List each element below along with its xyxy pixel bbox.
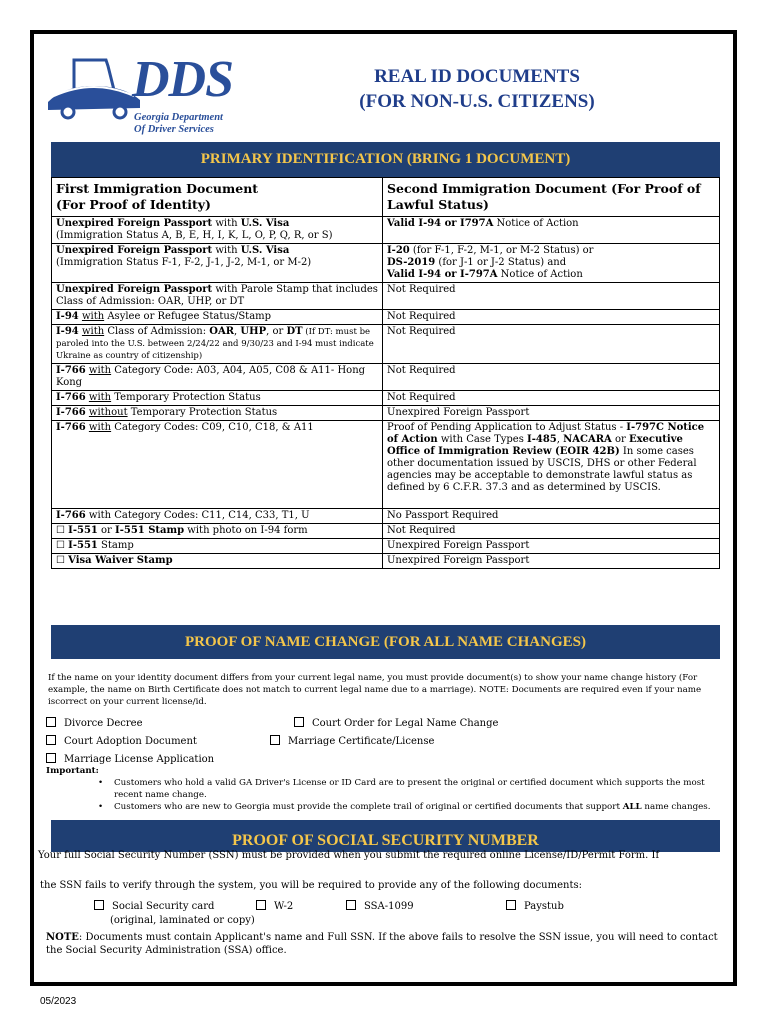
cell-text-bold: I-766 [56, 422, 86, 433]
table-row [52, 539, 720, 554]
cell-text: Stamp [97, 540, 134, 551]
page-title-line1: REAL ID DOCUMENTS [374, 66, 580, 87]
bullet-text-bold: ALL [622, 802, 642, 812]
cell-second-document: Not Required [383, 310, 720, 325]
cell-text: with Category Codes: C11, C14, C33, T1, U [85, 510, 310, 521]
ssn-option-note: (original, laminated or copy) [110, 915, 255, 926]
table-row [52, 509, 720, 524]
bullet-text: Customers who are new to Georgia must provide the complete trail of original or certified documents that support [114, 802, 623, 812]
cell-text-bold: I-766 [56, 510, 86, 521]
cell-first-document [52, 364, 383, 391]
logo-subtitle-line1: Georgia Department [134, 112, 223, 123]
checkbox-icon [506, 900, 516, 910]
cell-text-bold: NACARA [563, 434, 612, 445]
option-label: Court Order for Legal Name Change [312, 718, 499, 729]
option-marriage-certificate [270, 735, 434, 747]
option-marriage-license [46, 753, 214, 765]
cell-text-small: (If DT: must be paroled into the U.S. between 2/24/22 and 9/30/23 and I-94 must indicate Ukraine as country of citizenship) [56, 327, 374, 361]
cell-text-bold: I-94 [56, 311, 79, 322]
note-label: NOTE [46, 932, 79, 943]
logo-text: DDS [132, 51, 234, 108]
cell-text-bold: Unexpired Foreign Passport [56, 245, 213, 256]
ssn-option-social-security-card [94, 900, 214, 912]
ssn-line-1: Your full Social Security Number (SSN) must be provided when you submit the required online License/ID/Permit Form. If [38, 850, 660, 861]
cell-text: Notice of Action [497, 269, 583, 280]
option-label: W-2 [274, 901, 294, 912]
checkbox-icon [294, 717, 304, 727]
cell-first-document [52, 310, 383, 325]
cell-text: Temporary Protection Status [111, 392, 261, 403]
table-row [52, 310, 720, 325]
cell-text-bold: I-797C Notice of Action [387, 422, 705, 445]
cell-text-bold: I-485 [527, 434, 557, 445]
important-label: Important: [46, 766, 99, 776]
table-row [52, 524, 720, 539]
option-label: Court Adoption Document [64, 736, 197, 747]
bullet-text: name changes. [641, 802, 711, 812]
cell-second-document: Not Required [383, 364, 720, 391]
cell-text: (Immigration Status A, B, E, H, I, K, L, O, P, Q, R, or S) [56, 230, 333, 241]
cell-first-document [52, 524, 383, 539]
cell-first-document [52, 509, 383, 524]
cell-text-bold: Valid I-94 or I797A [387, 218, 494, 229]
page-title-line2: (FOR NON-U.S. CITIZENS) [359, 91, 595, 112]
important-bullet-1: • Customers who hold a valid GA Driver's License or ID Card are to present the original or certified document which supports the most recent name change. [114, 777, 724, 801]
checkbox-icon: ☐ [56, 540, 69, 551]
header-second-document: Second Immigration Document (For Proof of Lawful Status) [383, 178, 720, 217]
table-header-row [52, 178, 720, 217]
cell-text: (Immigration Status F-1, F-2, J-1, J-2, M-1, or M-2) [56, 257, 312, 268]
cell-text: , or [266, 326, 287, 337]
cell-second-document: No Passport Required [383, 509, 720, 524]
table-row [52, 421, 720, 509]
cell-second-document [383, 244, 720, 283]
header-first-document [52, 178, 383, 217]
cell-text: , [234, 326, 241, 337]
cell-text-bold: I-766 [56, 392, 86, 403]
cell-text-bold: DS-2019 [387, 257, 436, 268]
cell-text-bold: Unexpired Foreign Passport [56, 284, 213, 295]
cell-second-document [383, 421, 720, 509]
cell-text-bold: I-94 [56, 326, 79, 337]
cell-second-document: Not Required [383, 325, 720, 364]
cell-text-bold: I-551 [68, 540, 98, 551]
cell-first-document [52, 539, 383, 554]
cell-text: Asylee or Refugee Status/Stamp [104, 311, 272, 322]
cell-text: In some cases other documentation issued by USCIS, DHS or other Federal agencies may be acceptable to demonstrate lawful status as defined by 6 C.F.R. 37.3 and as determined by USCIS. [387, 446, 697, 493]
cell-text: Proof of Pending Application to Adjust Status - [387, 422, 627, 433]
cell-first-document [52, 217, 383, 244]
option-court-adoption [46, 735, 197, 747]
cell-text: Category Code: A03, A04, A05, C08 & A11- Hong Kong [56, 365, 366, 388]
checkbox-icon [46, 753, 56, 763]
option-label: Marriage License Application [64, 754, 215, 765]
name-change-banner: PROOF OF NAME CHANGE (FOR ALL NAME CHANGES) [51, 625, 720, 659]
table-row [52, 406, 720, 421]
cell-first-document [52, 421, 383, 509]
table-row [52, 391, 720, 406]
identification-documents-table [51, 177, 720, 569]
checkbox-icon: ☐ [56, 555, 69, 566]
option-court-order [294, 717, 498, 729]
header-first-document-subtitle: (For Proof of Identity) [56, 197, 211, 212]
cell-second-document: Not Required [383, 391, 720, 406]
cell-text-underlined: with [81, 326, 105, 337]
cell-text-underlined: without [88, 407, 128, 418]
logo-subtitle-line2: Of Driver Services [134, 124, 214, 135]
cell-text-underlined: with [88, 422, 112, 433]
cell-text: Class of Admission: [104, 326, 210, 337]
ssn-banner: PROOF OF SOCIAL SECURITY NUMBER [51, 820, 720, 852]
cell-text: Notice of Action [493, 218, 579, 229]
note-text: : Documents must contain Applicant's name and Full SSN. If the above fails to resolve the SSN issue, you will need to contact the Social Security Administration (SSA) office. [46, 932, 718, 956]
cell-text: , [556, 434, 564, 445]
document-frame [30, 30, 737, 986]
cell-text: with [212, 245, 241, 256]
cell-second-document: Unexpired Foreign Passport [383, 406, 720, 421]
option-label: SSA-1099 [364, 901, 414, 912]
checkbox-icon: ☐ [56, 525, 69, 536]
checkbox-icon [94, 900, 104, 910]
cell-second-document: Unexpired Foreign Passport [383, 539, 720, 554]
cell-text-bold: U.S. Visa [240, 245, 290, 256]
cell-text-underlined: with [88, 392, 112, 403]
cell-text: with Parole Stamp that includes Class of Admission: OAR, UHP, or DT [56, 284, 378, 307]
cell-text-underlined: with [81, 311, 105, 322]
name-change-intro: If the name on your identity document differs from your current legal name, you must provide document(s) to show your name change history (For example, the name on Birth Certificate does not match to current legal name due to a marriage). NOTE: Documents are required even if your name iscorrect on your current license/id. [48, 673, 702, 707]
cell-first-document [52, 406, 383, 421]
option-label: Paystub [524, 901, 564, 912]
cell-text-bold: U.S. Visa [240, 218, 290, 229]
cell-text-bold: UHP [240, 326, 267, 337]
georgia-car-logo-icon [44, 52, 144, 122]
cell-first-document [52, 283, 383, 310]
ssn-line-2: the SSN fails to verify through the system, you will be required to provide any of the following documents: [40, 880, 582, 891]
cell-text: Temporary Protection Status [127, 407, 278, 418]
cell-first-document [52, 554, 383, 569]
cell-first-document [52, 391, 383, 406]
cell-text-bold: I-766 [56, 407, 86, 418]
cell-text: with photo on I-94 form [184, 525, 308, 536]
cell-text: (for J-1 or J-2 Status) and [435, 257, 567, 268]
cell-second-document: Unexpired Foreign Passport [383, 554, 720, 569]
primary-identification-banner: PRIMARY IDENTIFICATION (BRING 1 DOCUMENT) [51, 142, 720, 177]
revision-date: 05/2023 [40, 996, 77, 1007]
important-bullet-2 [114, 801, 724, 813]
ssn-option-w2 [256, 900, 293, 912]
table-row [52, 283, 720, 310]
cell-second-document [383, 217, 720, 244]
cell-text-bold: DT [286, 326, 303, 337]
table-row [52, 244, 720, 283]
checkbox-icon [346, 900, 356, 910]
ssn-option-paystub [506, 900, 564, 912]
cell-first-document [52, 244, 383, 283]
cell-text-underlined: with [88, 365, 112, 376]
cell-text: or [97, 525, 116, 536]
option-label: Divorce Decree [64, 718, 143, 729]
cell-text-bold: Visa Waiver Stamp [68, 555, 173, 566]
cell-text-bold: I-551 Stamp [115, 525, 185, 536]
table-row [52, 554, 720, 569]
cell-text-bold: I-766 [56, 365, 86, 376]
cell-text: or [611, 434, 629, 445]
table-row [52, 325, 720, 364]
header-first-document-title: First Immigration Document [56, 181, 259, 196]
ssn-note [46, 931, 726, 957]
checkbox-icon [46, 717, 56, 727]
cell-first-document [52, 325, 383, 364]
option-label: Marriage Certificate/License [288, 736, 435, 747]
checkbox-icon [270, 735, 280, 745]
cell-second-document: Not Required [383, 524, 720, 539]
cell-text: (for F-1, F-2, M-1, or M-2 Status) or [409, 245, 594, 256]
cell-text-bold: Executive Office of Immigration Review (EOIR 42B) [387, 434, 683, 457]
checkbox-icon [256, 900, 266, 910]
cell-text: with Case Types [437, 434, 528, 445]
option-label: Social Security card [112, 901, 215, 912]
cell-text-bold: Valid I-94 or I-797A [387, 269, 498, 280]
checkbox-icon [46, 735, 56, 745]
cell-text-bold: I-20 [387, 245, 410, 256]
cell-text-bold: OAR [209, 326, 235, 337]
option-divorce-decree [46, 717, 143, 729]
cell-text-bold: Unexpired Foreign Passport [56, 218, 213, 229]
cell-text: Category Codes: C09, C10, C18, & A11 [111, 422, 314, 433]
ssn-option-ssa1099 [346, 900, 414, 912]
dds-logo [44, 48, 244, 135]
cell-second-document: Not Required [383, 283, 720, 310]
table-row [52, 217, 720, 244]
table-row [52, 364, 720, 391]
cell-text-bold: I-551 [68, 525, 98, 536]
cell-text: with [212, 218, 241, 229]
